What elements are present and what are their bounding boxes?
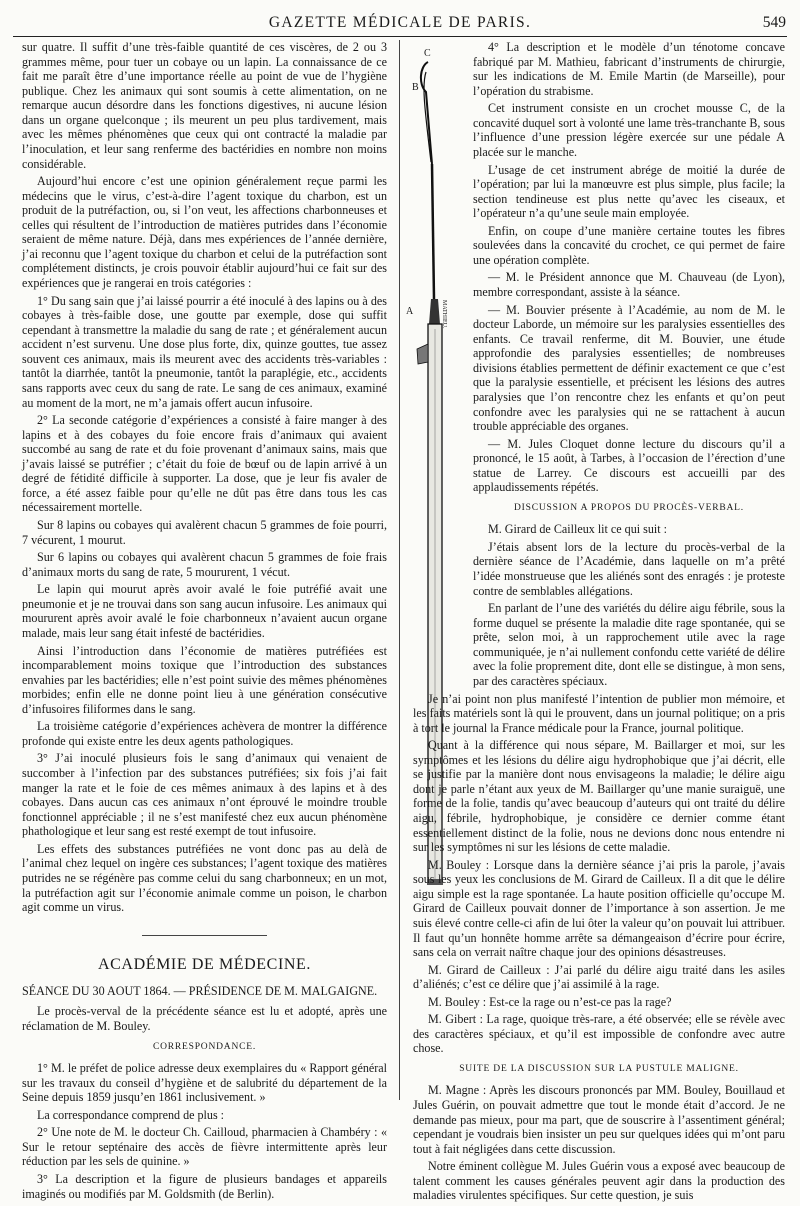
paragraph: 4° La description et le modèle d’un ténotome concave fabriqué par M. Mathieu, fabricant d’instruments de chirurgie, sur les indications de M. Emile Martin (de Marseille), pour l’opération du strabisme.: [473, 40, 785, 98]
paragraph: La correspondance comprend de plus :: [37, 1107, 225, 1122]
paragraph: — M. Bouvier présente à l’Académie, au nom de M. le docteur Laborde, un mémoire sur les paralysies essentielles des enfants. Ce travail renferme, dit M. Bouvier, une étude approfondie des paralysies essentielles; de nombreuses divisions établies permettent de définir exactement ce que c’est que la paralysie essentielle, et précisent les lésions des autres paralysies que l’on rencontre chez les enfants et qu’on peut confondre avec les paralysies qui ne se rattachent à aucun trouble appréciable des organes.: [473, 302, 785, 434]
column-divider: [399, 40, 400, 1100]
header-rule: [13, 36, 787, 37]
section-heading: ACADÉMIE DE MÉDECINE.: [22, 955, 387, 974]
paragraph: M. Girard de Cailleux lit ce qui suit :: [488, 522, 668, 537]
text-beside-figure: [473, 40, 785, 689]
paragraph: Quant à la différence qui nous sépare, M. Baillarger et moi, sur les symptômes et les lésions du délire aigu hydrophobique que j’ai décrit, elle se justifie par la manière dont nous envisageons la maladie; le délire aigu dont je parle n’étant aux yeux de M. Baillarger qu’une manie suraiguë, une forme de la folie, tandis qu’avec beaucoup d’auteurs qui ont traité du délire aigu, fébrile, hydrophobique, je considère ce dernier comme étant essentiellement distinct de la folie, nous ne devions donc nous entendre ni sur les symptômes ni sur les lésions de cette maladie.: [413, 738, 785, 855]
paragraph: Ainsi l’introduction dans l’économie de matières putréfiées est incomparablement moins toxique que l’introduction des substances envahies par les bactéridies; elle n’est point suivie des mêmes phénomènes morbides; enfin elle ne donne point lieu à une génération consécutive d’infusoires filiformes dans le sang.: [22, 643, 387, 716]
paragraph: J’étais absent lors de la lecture du procès-verbal de la dernière séance de l’Académie, dans laquelle on m’a prêté l’idée monstrueuse que les aliénés sont des enragés : je proteste contre de semblables allégations.: [473, 539, 785, 598]
paragraph: 1° M. le préfet de police adresse deux exemplaires du « Rapport général sur les travaux du conseil d’hygiène et de salubrité du département de la Seine depuis 1859 jusqu’en 1861 inclusivement. »: [22, 1061, 387, 1105]
paragraph: 2° Une note de M. le docteur Ch. Cailloud, pharmacien à Chambéry : « Sur le retour septénaire des accès de fièvre intermittente après leur réduction par les sels de quinine. »: [22, 1125, 387, 1169]
paragraph: Cet instrument consiste en un crochet mousse C, de la concavité duquel sort à volonté une lame très-tranchante B, sous l’influence d’une pression légère exercée sur une pédale A placée sur le manche.: [473, 101, 785, 159]
paragraph: Je n’ai point non plus manifesté l’intention de publier mon mémoire, et les faits matériels sont là qui le prouvent, dans un journal politique; on a pris à tort le journal la France médicale pour la France, journal politique.: [413, 691, 785, 735]
left-column: [22, 40, 387, 1204]
paragraph: Enfin, on coupe d’une manière certaine toutes les fibres soulevées dans la concavité du crochet, ce qui permet de faire une opération complète.: [473, 223, 785, 267]
paragraph: M. Girard de Cailleux : J’ai parlé du délire aigu traité dans les asiles d’aliénés; c’est ce délire que j’ai assimilé à la rage.: [413, 962, 785, 992]
paragraph: Aujourd’hui encore c’est une opinion généralement reçue parmi les médecins que le virus, c’est-à-dire l’agent toxique du charbon, est un produit de la putréfaction, ou, si l’on veut, les affections charbonneuses et celles qui résultent de l’introduction de matières putrides dans l’économie seraient de même nature. Déjà, dans mes expériences de l’année dernière, j’ai reconnu que l’agent toxique du charbon et celui de la putréfaction sont complétement distincts, je crois pouvoir établir aujourd’hui ce fait sur des expériences que je rangerai en trois catégories :: [22, 174, 387, 290]
right-column: [413, 40, 785, 1206]
paragraph: Sur 6 lapins ou cobayes qui avalèrent chacun 5 grammes de foie frais d’animaux morts du sang de rate, 5 moururent, 1 vécut.: [22, 550, 387, 579]
paragraph: Sur 8 lapins ou cobayes qui avalèrent chacun 5 grammes de foie pourri, 7 vécurent, 1 mourut.: [22, 518, 387, 547]
maker-mark: MATHIEU.: [441, 300, 447, 329]
paragraph: M. Bouley : Est-ce la rage ou n’est-ce pas la rage?: [428, 994, 672, 1009]
figure-label-a: A: [406, 306, 414, 317]
paragraph: En parlant de l’une des variétés du délire aigu fébrile, sous la forme duquel se présente la maladie dite rage spontanée, qui se prête, selon moi, à un rapprochement utile avec la rage communiquée, je n’ai nullement confondu cette variété de délire avec la folie proprement dite, dont elle se distingue, à mon sens, par des caractères spéciaux.: [473, 601, 785, 688]
paragraph: sur quatre. Il suffit d’une très-faible quantité de ces viscères, de 2 ou 3 grammes même, pour tuer un cobaye ou un lapin. La connaissance de ce fait me paraît être d’une importance réelle au point de vue de l’hygiène publique. Chez les animaux qui sont soumis à cette alimentation, on ne remarque aucun désordre dans les fonctions digestives, ni aucune lésion dans un organe quelconque ; ils meurent un peu plus tardivement, mais avec les mêmes phénomènes que ceux qui ont contracté la maladie par l’inoculation, et leur sang renferme des bactéridies en nombre non moins considérable.: [22, 40, 387, 171]
paragraph: 2° La seconde catégorie d’expériences a consisté à faire manger à des lapins et à des cobayes du foie encore frais d’animaux qui avaient succombé au sang de rate et du foie provenant d’animaux sains, mais que j’avais laissé se putréfier ; c’était du foie de bœuf ou de lapin arrivé à un degré de fétidité difficile à supporter. La dose, que je leur fis avaler de force, a été assez faible pour qu’elle ne dût pas être dans tous les cas nécessairement mortelle.: [22, 413, 387, 515]
paragraph: Le lapin qui mourut après avoir avalé le foie putréfié avait une pneumonie et je ne trouvai dans son sang aucun infusoire. Les animaux qui moururent après avoir avalé le foie charbonneux n’avaient aucun organe malade, mais leur sang était infesté de bactéridies.: [22, 582, 387, 640]
paragraph: M. Bouley : Lorsque dans la dernière séance j’ai pris la parole, j’avais sous les yeux les conclusions de M. Girard de Cailleux. Il a dit que le délire aigu simple est la rage spontanée. La haute position officielle qu’occupe M. Girard de Cailleux pouvait donner de l’importance à son assertion. Je me suis élevé contre celle-ci afin de lui ôter la valeur qu’on pouvait lui attribuer. Il faut qu’un honnête homme arrête sa démangeaison d’écrire pour écrire, sans cela on verrait naître chaque jour des opinions désastreuses.: [413, 857, 785, 960]
subsection-heading: SUITE DE LA DISCUSSION SUR LA PUSTULE MALIGNE.: [459, 1064, 739, 1074]
paragraph: L’usage de cet instrument abrége de moitié la durée de l’opération; par lui la manœuvre est plus simple, plus facile; la section tendineuse est plus nette qu’avec les ciseaux, et l’opérateur n’a qu’une seule main employée.: [473, 162, 785, 221]
paragraph: 3° La description et la figure de plusieurs bandages et appareils imaginés ou modifiés par M. Goldsmith (de Berlin).: [22, 1171, 387, 1201]
paragraph: — M. Jules Cloquet donne lecture du discours qu’il a prononcé, le 15 août, à Tarbes, à l’occasion de l’érection d’une statue de Larrey. Ce discours est accueilli par des applaudissements répétés.: [473, 436, 785, 495]
paragraph: La troisième catégorie d’expériences achèvera de montrer la différence profonde qui existe entre les deux agents pathologiques.: [22, 719, 387, 748]
paragraph: 3° J’ai inoculé plusieurs fois le sang d’animaux qui venaient de succomber à l’infection par des substances putréfiées; six fois j’ai fait manger la rate et le foie de ces mêmes animaux à des lapins et à des cobayes. Dans aucun cas ces animaux n’ont éprouvé le moindre trouble fonctionnel appréciable ; il ne s’est manifesté chez eux aucun phénomène phathologique et leur sang est resté exempt de tout infusoire.: [22, 751, 387, 839]
page-header: [0, 0, 800, 40]
paragraph: — M. le Président annonce que M. Chauveau (de Lyon), membre correspondant, assiste à la séance.: [473, 270, 785, 299]
figure-label-b: B: [412, 82, 419, 93]
paragraph: 1° Du sang sain que j’ai laissé pourrir a été inoculé à des lapins ou à des cobayes à très-faible dose, une goutte par exemple, dose qui suffit cependant à transmettre la maladie du sang de rate ; et généralement aucun accident n’est survenu. Une dose plus forte, dix, quinze gouttes, tue assez souvent ces animaux, mais ils meurent avec des accidents très-variables : tantôt la diarrhée, tantôt la pneumonie, tantôt la paraplégie, etc., accidents sans rapports avec ceux du sang de rate. Le sang de ces animaux, examiné au moment de la mort, ne m’a jamais offert aucun infusoire.: [22, 293, 387, 410]
journal-title: GAZETTE MÉDICALE DE PARIS.: [268, 14, 532, 31]
paragraph: M. Gibert : La rage, quoique très-rare, a été observée; elle se révèle avec des caractères spéciaux, et qu’il est impossible de confondre avec autre chose.: [413, 1012, 785, 1056]
paragraph: Le procès-verval de la précédente séance est lu et adopté, après une réclamation de M. Bouley.: [22, 1004, 387, 1034]
subsection-heading: CORRESPONDANCE.: [152, 1041, 257, 1052]
session-line: SÉANCE DU 30 AOUT 1864. — PRÉSIDENCE DE M. MALGAIGNE.: [22, 983, 378, 998]
figure-label-c: C: [424, 48, 431, 59]
paragraph: Les effets des substances putréfiées ne vont donc pas au delà de l’animal chez lequel on ingère ces substances; l’agent toxique des matières putrides ne se régénère pas comme celui du sang charbonneux; en un mot, la putréfaction agit sur l’économie animale comme un poison, le charbon agit comme un virus.: [22, 841, 387, 915]
subsection-heading: DISCUSSION A PROPOS DU PROCÈS-VERBAL.: [514, 502, 744, 513]
paragraph: Notre éminent collègue M. Jules Guérin vous a exposé avec beaucoup de talent comment les causes générales peuvent agir dans la production des maladies virulentes spécifiques. Sur cette question, je suis: [413, 1159, 785, 1203]
paragraph: M. Magne : Après les discours prononcés par MM. Bouley, Bouillaud et Jules Guérin, on pouvait admettre que tout le monde était d’accord. Je ne demande pas mieux, pour ma part, que de souscrire à l’assentiment général; cependant je voudrais bien insister un peu sur quelques idées qui m’ont paru tout à fait négligées dans cette discussion.: [413, 1083, 785, 1156]
page-number: 549: [762, 14, 786, 31]
